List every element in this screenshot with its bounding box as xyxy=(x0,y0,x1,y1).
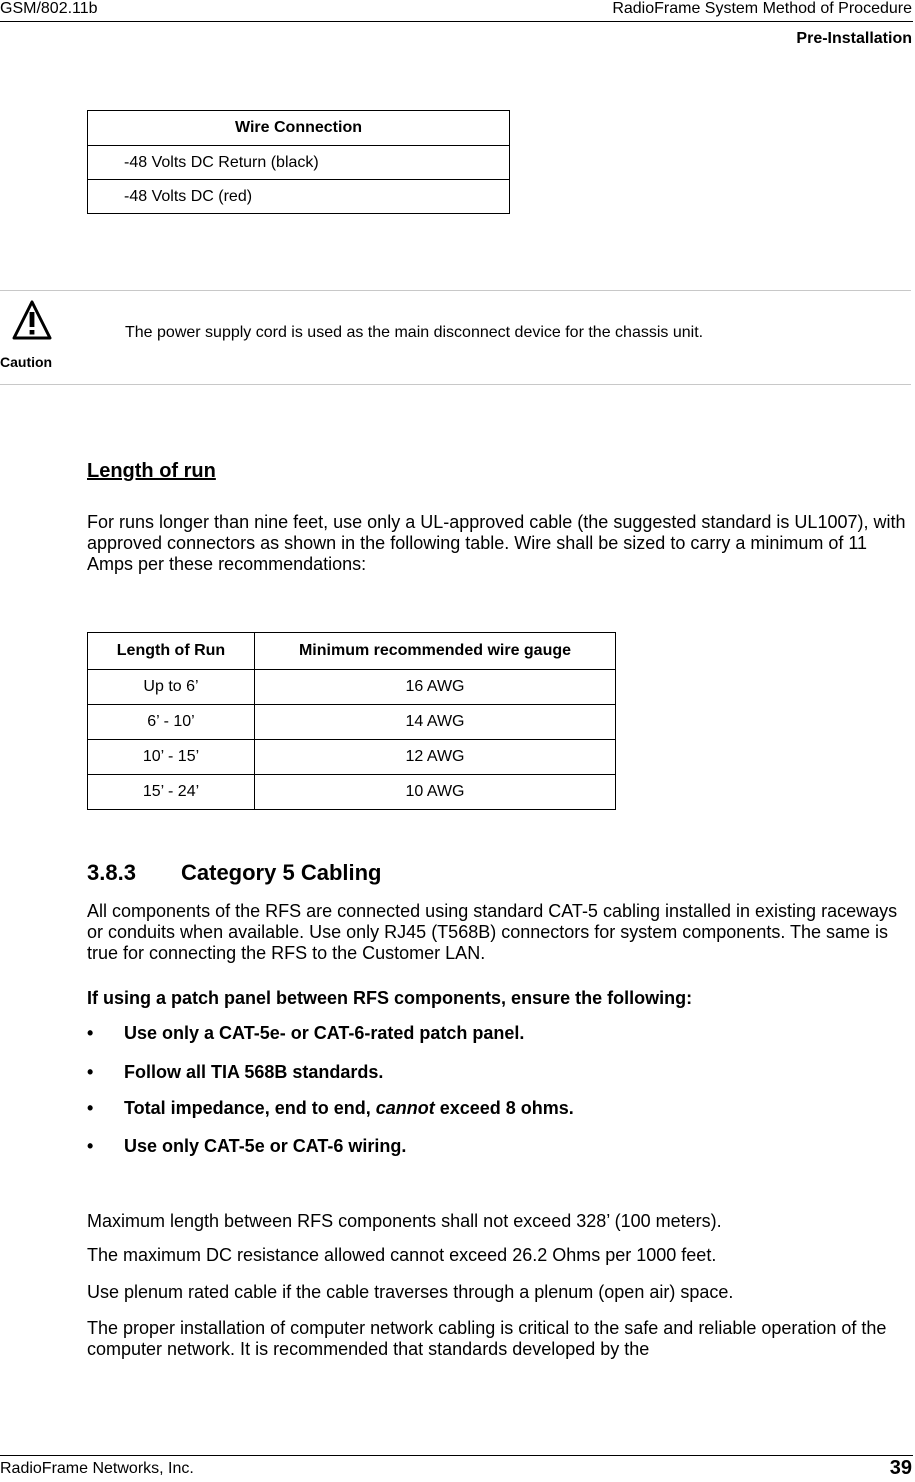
table-row xyxy=(88,670,616,705)
cat5-intro-paragraph: All components of the RFS are connected using standard CAT-5 cabling installed in existing raceways or conduits when available. Use only RJ45 (T568B) connectors for system components. The same is true for connecting the RFS to the Customer LAN. xyxy=(87,901,898,963)
wire-gauge-table xyxy=(87,632,616,810)
plenum-paragraph: Use plenum rated cable if the cable traverses through a plenum (open air) space. xyxy=(87,1282,734,1302)
table-row xyxy=(88,775,616,810)
list-item xyxy=(87,1023,524,1044)
wire-gauge-cell: 10 AWG xyxy=(255,775,616,810)
bullet-glyph: • xyxy=(87,1062,94,1082)
run-table-header-length: Length of Run xyxy=(88,633,255,670)
wire-table-row: -48 Volts DC (red) xyxy=(88,180,510,214)
run-length-cell: Up to 6’ xyxy=(88,670,255,705)
list-item-text: Follow all TIA 568B standards. xyxy=(124,1062,384,1082)
caution-top-rule xyxy=(0,290,911,291)
table-row xyxy=(88,740,616,775)
length-of-run-paragraph: For runs longer than nine feet, use only a UL-approved cable (the suggested standard is UL1007), with approved connectors as shown in the following table. Wire shall be sized to carry a minimum of 11 Amps per these recommendations: xyxy=(87,512,906,574)
caution-bottom-rule xyxy=(0,384,911,385)
wire-gauge-cell: 16 AWG xyxy=(255,670,616,705)
footer-rule xyxy=(0,1455,913,1456)
list-item-text: Use only CAT-5e or CAT-6 wiring. xyxy=(124,1136,407,1156)
list-item xyxy=(87,1098,574,1119)
wire-table-row: -48 Volts DC Return (black) xyxy=(88,146,510,180)
bullet-glyph: • xyxy=(87,1023,94,1043)
section-title: Category 5 Cabling xyxy=(181,860,382,885)
wire-table-header: Wire Connection xyxy=(88,111,510,146)
header-section-name: Pre-Installation xyxy=(796,30,912,47)
caution-label: Caution xyxy=(0,354,53,370)
run-length-cell: 10’ - 15’ xyxy=(88,740,255,775)
run-length-cell: 6’ - 10’ xyxy=(88,705,255,740)
caution-text: The power supply cord is used as the main disconnect device for the chassis unit. xyxy=(125,324,704,341)
section-heading xyxy=(87,860,381,886)
bullet-glyph: • xyxy=(87,1136,94,1156)
patch-panel-intro: If using a patch panel between RFS components, ensure the following: xyxy=(87,988,693,1008)
list-item-text: Use only a CAT-5e- or CAT-6-rated patch panel. xyxy=(124,1023,525,1043)
bullet-glyph: • xyxy=(87,1098,94,1118)
list-item xyxy=(87,1136,406,1157)
max-length-paragraph: Maximum length between RFS components shall not exceed 328’ (100 meters). xyxy=(87,1211,722,1231)
header-doc-id: GSM/802.11b xyxy=(0,0,98,17)
page-number: 39 xyxy=(889,1457,912,1479)
wire-gauge-cell: 14 AWG xyxy=(255,705,616,740)
section-number: 3.8.3 xyxy=(87,860,136,885)
header-doc-title: RadioFrame System Method of Procedure xyxy=(612,0,912,17)
emphasis-text: cannot xyxy=(375,1098,435,1118)
installation-paragraph: The proper installation of computer network cabling is critical to the safe and reliable operation of the computer network. It is recommended that standards developed by the xyxy=(87,1318,887,1359)
list-item-text: Total impedance, end to end, xyxy=(124,1098,376,1118)
header-rule xyxy=(0,21,913,22)
warning-triangle-icon xyxy=(12,300,52,340)
list-item-text: exceed 8 ohms. xyxy=(434,1098,574,1118)
length-of-run-heading: Length of run xyxy=(87,460,216,482)
wire-connection-table xyxy=(87,110,510,214)
list-item xyxy=(87,1062,383,1083)
wire-gauge-cell: 12 AWG xyxy=(255,740,616,775)
footer-company: RadioFrame Networks, Inc. xyxy=(0,1460,194,1477)
dc-resistance-paragraph: The maximum DC resistance allowed cannot exceed 26.2 Ohms per 1000 feet. xyxy=(87,1245,717,1265)
table-row xyxy=(88,705,616,740)
run-length-cell: 15’ - 24’ xyxy=(88,775,255,810)
run-table-header-gauge: Minimum recommended wire gauge xyxy=(255,633,616,670)
